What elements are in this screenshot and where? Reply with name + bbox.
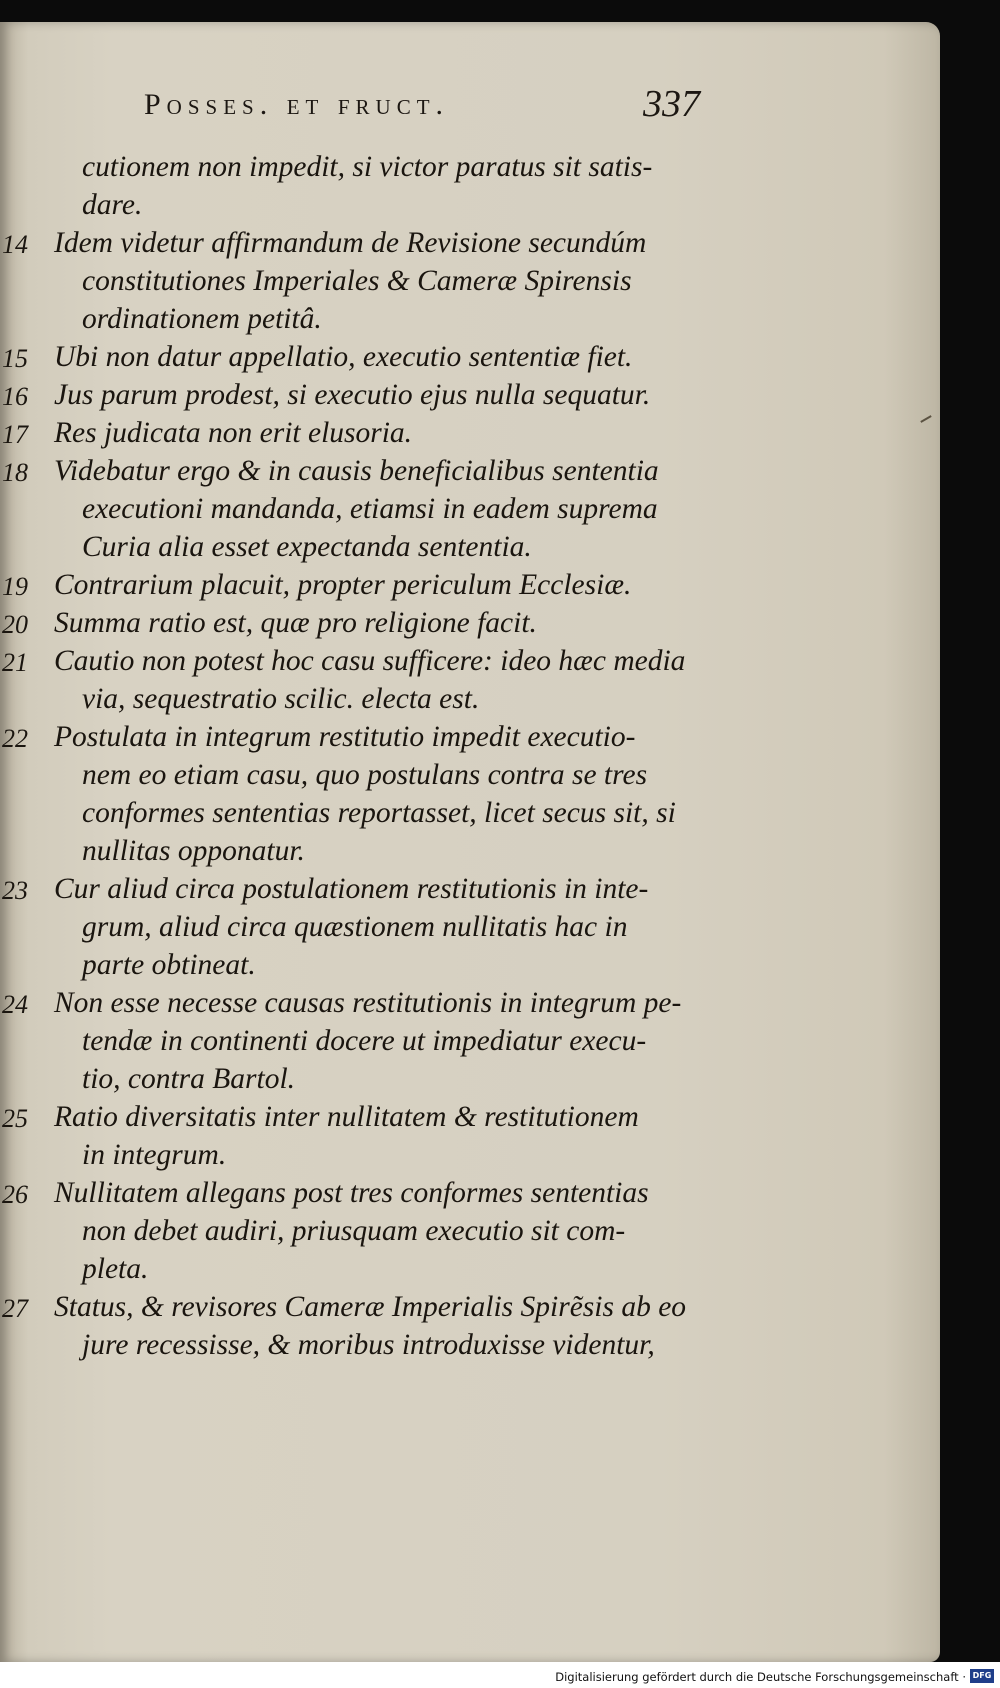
entry-line: Cur aliud circa postulationem restitutionis in inte- xyxy=(54,873,649,905)
entry-line: Videbatur ergo & in causis beneficialibus sententia xyxy=(54,455,659,487)
entry-number: 14 xyxy=(2,230,28,259)
entry-line: Res judicata non erit elusoria. xyxy=(54,417,413,449)
entry-number: 20 xyxy=(2,610,28,639)
summary-entry xyxy=(0,1174,700,1288)
entry-number: 27 xyxy=(2,1294,28,1323)
entry-line: non debet audiri, priusquam executio sit com- xyxy=(82,1215,626,1247)
entry-line: constitutiones Imperiales & Cameræ Spirensis xyxy=(82,265,632,297)
entry-line: jure recessisse, & moribus introduxisse videntur, xyxy=(82,1329,655,1361)
entry-number: 26 xyxy=(2,1180,28,1209)
entry-line: nullitas opponatur. xyxy=(82,835,305,867)
entry-line: conformes sententias reportasset, licet secus sit, si xyxy=(82,797,676,829)
summary-entry xyxy=(0,642,700,718)
summary-entry xyxy=(0,1288,700,1364)
entry-line: cutionem non impedit, si victor paratus sit satis- xyxy=(82,151,653,183)
summary-entry xyxy=(0,604,700,642)
entry-number: 15 xyxy=(2,344,28,373)
summary-entry xyxy=(0,1098,700,1174)
summary-entry xyxy=(0,148,700,224)
entry-line: Ratio diversitatis inter nullitatem & restitutionem xyxy=(54,1101,639,1133)
entry-line: via, sequestratio scilic. electa est. xyxy=(82,683,480,715)
summary-text xyxy=(0,148,700,1364)
page-header xyxy=(140,82,700,132)
entry-number: 24 xyxy=(2,990,28,1019)
entry-line: pleta. xyxy=(82,1253,149,1285)
entry-number: 23 xyxy=(2,876,28,905)
entry-number: 25 xyxy=(2,1104,28,1133)
entry-line: ordinationem petitâ. xyxy=(82,303,322,335)
entry-line: parte obtineat. xyxy=(82,949,256,981)
entry-number: 18 xyxy=(2,458,28,487)
entry-line: Ubi non datur appellatio, executio sententiæ fiet. xyxy=(54,341,633,373)
page-number: 337 xyxy=(643,83,700,125)
summary-entry xyxy=(0,870,700,984)
entry-line: Jus parum prodest, si executio ejus nulla sequatur. xyxy=(54,379,651,411)
entry-line: nem eo etiam casu, quo postulans contra se tres xyxy=(82,759,648,791)
book-page xyxy=(0,22,940,1662)
summary-entry xyxy=(0,718,700,870)
entry-line: Nullitatem allegans post tres conformes sententias xyxy=(54,1177,649,1209)
entry-line: Summa ratio est, quæ pro religione facit. xyxy=(54,607,537,639)
entry-line: in integrum. xyxy=(82,1139,227,1171)
summary-entry xyxy=(0,414,700,452)
summary-entry xyxy=(0,452,700,566)
entry-number: 21 xyxy=(2,648,28,677)
entry-line: executioni mandanda, etiamsi in eadem suprema xyxy=(82,493,658,525)
entry-line: tendæ in continenti docere ut impediatur execu- xyxy=(82,1025,647,1057)
funding-credit: Digitalisierung gefördert durch die Deutsche Forschungsgemeinschaft · xyxy=(555,1670,966,1684)
entry-number: 19 xyxy=(2,572,28,601)
entry-line: grum, aliud circa quæstionem nullitatis hac in xyxy=(82,911,628,943)
entry-line: Idem videtur affirmandum de Revisione secundúm xyxy=(54,227,647,259)
entry-number: 22 xyxy=(2,724,28,753)
entry-line: Contrarium placuit, propter periculum Ecclesiæ. xyxy=(54,569,632,601)
summary-entry xyxy=(0,338,700,376)
margin-mark xyxy=(920,415,931,423)
entry-line: Curia alia esset expectanda sententia. xyxy=(82,531,532,563)
summary-entry xyxy=(0,376,700,414)
entry-line: Non esse necesse causas restitutionis in integrum pe- xyxy=(54,987,682,1019)
entry-line: Cautio non potest hoc casu sufficere: ideo hæc media xyxy=(54,645,686,677)
entry-number: 17 xyxy=(2,420,28,449)
entry-line: Status, & revisores Cameræ Imperialis Spirẽsis ab eo xyxy=(54,1291,687,1323)
dfg-logo-icon: DFG xyxy=(970,1669,994,1683)
entry-number: 16 xyxy=(2,382,28,411)
entry-line: Postulata in integrum restitutio impedit executio- xyxy=(54,721,636,753)
summary-entry xyxy=(0,566,700,604)
digitization-footer xyxy=(0,1662,1000,1688)
entry-line: dare. xyxy=(82,189,143,221)
summary-entry xyxy=(0,984,700,1098)
summary-entry xyxy=(0,224,700,338)
running-title: Posses. et fruct. xyxy=(144,88,450,121)
entry-line: tio, contra Bartol. xyxy=(82,1063,296,1095)
